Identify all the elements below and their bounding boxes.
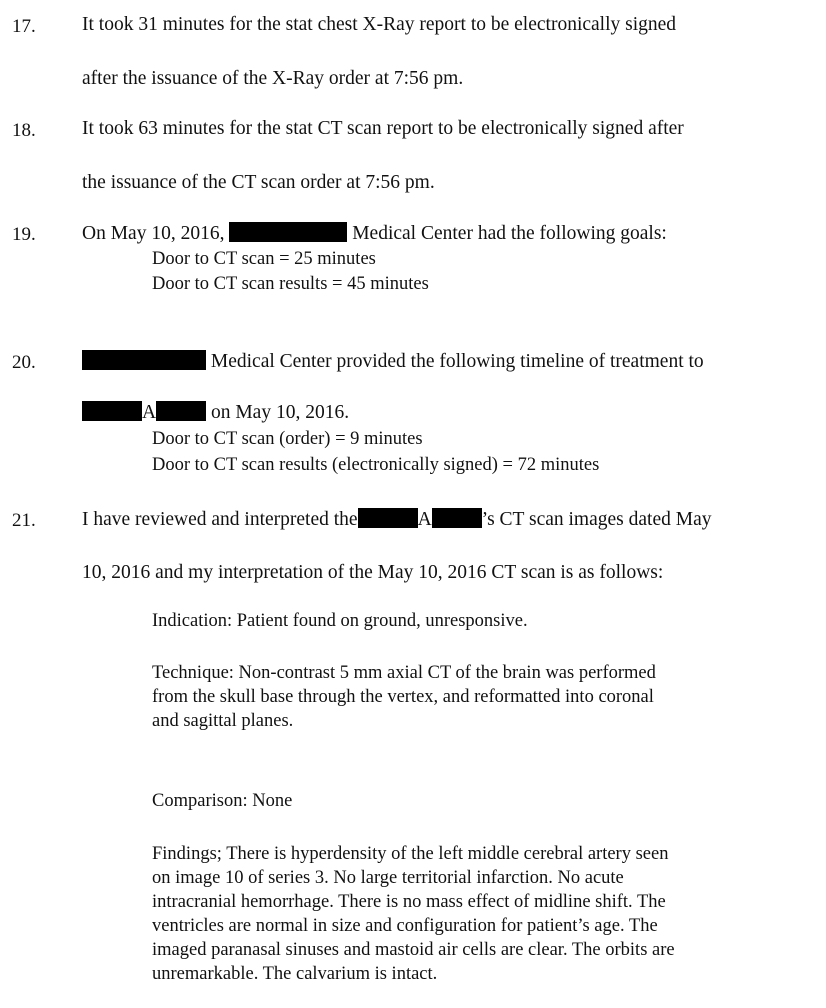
item-21-number: 21. <box>12 510 36 531</box>
item-18-line-2: the issuance of the CT scan order at 7:56 pm. <box>82 172 435 193</box>
item-19-text-before: On May 10, 2016, <box>82 223 225 244</box>
findings-line-1: Findings; There is hyperdensity of the left middle cerebral artery seen <box>152 844 669 864</box>
redaction-bar <box>432 508 482 528</box>
item-20-text-after: Medical Center provided the following timeline of treatment to <box>210 351 704 372</box>
technique-line-2: from the skull base through the vertex, and reformatted into coronal <box>152 687 654 707</box>
redaction-bar <box>229 222 347 242</box>
item-21-text-after: ’s CT scan images dated May <box>481 509 712 530</box>
item-20-initial: A <box>142 402 157 423</box>
redaction-bar <box>82 401 142 421</box>
findings-line-4: ventricles are normal in size and configuration for patient’s age. The <box>152 916 658 936</box>
item-19-line-1 <box>82 222 667 245</box>
item-17-line-2: after the issuance of the X-Ray order at 7:56 pm. <box>82 68 464 89</box>
findings-line-3: intracranial hemorrhage. There is no mass effect of midline shift. The <box>152 892 666 912</box>
comparison-text: Comparison: None <box>152 791 293 811</box>
findings-line-6: unremarkable. The calvarium is intact. <box>152 964 438 984</box>
item-21-line-1 <box>82 508 711 531</box>
item-20-line-1 <box>82 350 704 373</box>
timeline-door-to-ct-results: Door to CT scan results (electronically signed) = 72 minutes <box>152 455 600 475</box>
item-21-initial: A <box>417 509 432 530</box>
redaction-bar <box>156 401 206 421</box>
item-17-line-1: It took 31 minutes for the stat chest X-Ray report to be electronically signed <box>82 14 677 35</box>
technique-line-3: and sagittal planes. <box>152 711 294 731</box>
indication-text: Indication: Patient found on ground, unresponsive. <box>152 611 528 631</box>
redaction-bar <box>358 508 418 528</box>
goal-door-to-ct-scan: Door to CT scan = 25 minutes <box>152 249 376 269</box>
technique-line-1: Technique: Non-contrast 5 mm axial CT of the brain was performed <box>152 663 656 683</box>
item-20-line-2 <box>82 401 349 424</box>
item-18-number: 18. <box>12 120 36 141</box>
item-21-text-before: I have reviewed and interpreted the <box>82 509 358 530</box>
findings-line-2: on image 10 of series 3. No large territorial infarction. No acute <box>152 868 624 888</box>
redaction-bar <box>82 350 206 370</box>
timeline-door-to-ct-order: Door to CT scan (order) = 9 minutes <box>152 429 423 449</box>
item-21-line-2: 10, 2016 and my interpretation of the May 10, 2016 CT scan is as follows: <box>82 562 664 583</box>
item-19-text-after: Medical Center had the following goals: <box>352 223 667 244</box>
item-18-line-1: It took 63 minutes for the stat CT scan report to be electronically signed after <box>82 118 684 139</box>
goal-door-to-ct-results: Door to CT scan results = 45 minutes <box>152 274 429 294</box>
findings-line-5: imaged paranasal sinuses and mastoid air cells are clear. The orbits are <box>152 940 675 960</box>
item-20-text-after: on May 10, 2016. <box>210 402 350 423</box>
item-20-number: 20. <box>12 352 36 373</box>
item-17-number: 17. <box>12 16 36 37</box>
item-19-number: 19. <box>12 224 36 245</box>
